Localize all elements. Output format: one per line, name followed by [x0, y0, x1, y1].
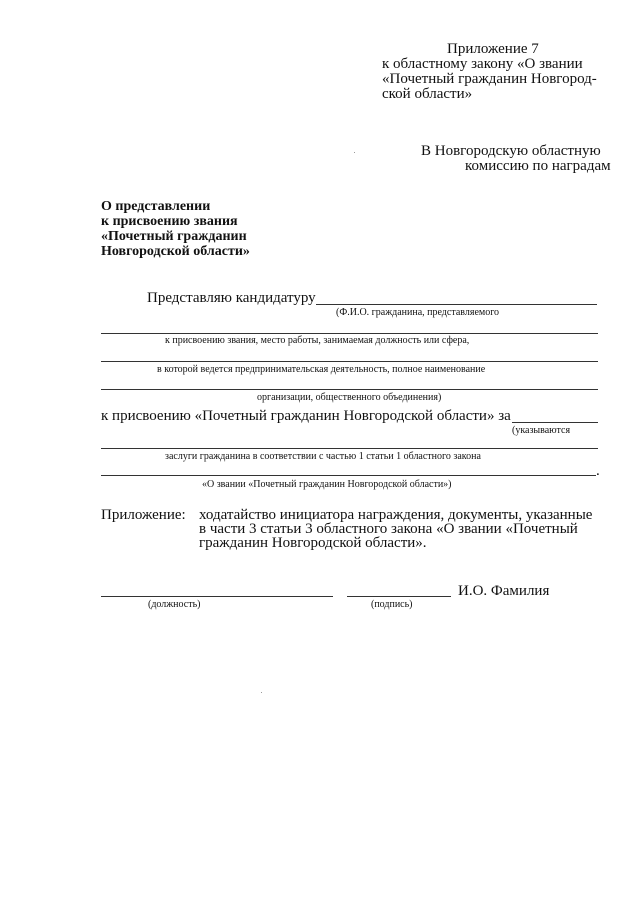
scan-speck [354, 152, 355, 153]
signature-hint: (подпись) [371, 599, 413, 610]
attachment-text-line-3: гражданин Новгородской области». [199, 535, 427, 551]
merits-hint-1: (указываются [512, 425, 571, 436]
attachment-text-line-2: в части 3 статьи 3 областного закона «О звании «Почетный [199, 521, 578, 537]
appendix-region-line: ской области» [382, 86, 473, 102]
candidate-hint-4: организации, общественного объединения) [257, 392, 442, 403]
candidate-hint-1: (Ф.И.О. гражданина, представляемого [336, 307, 500, 318]
candidate-name-field-line [316, 304, 597, 305]
position-field-line [101, 596, 333, 597]
appendix-law-line: к областному закону «О звании [382, 56, 583, 72]
subject-line-2: к присвоению звания [101, 214, 238, 229]
signatory-name: И.О. Фамилия [458, 583, 550, 599]
candidate-hint-3: в которой ведется предпринимательская деятельность, полное наименование [157, 364, 486, 375]
merits-field-line-3 [101, 475, 596, 476]
subject-line-1: О представлении [101, 199, 211, 214]
subject-line-3: «Почетный гражданин [101, 229, 247, 244]
candidate-label: Представляю кандидатуру [147, 290, 316, 306]
subject-line-4: Новгородской области» [101, 244, 250, 259]
merits-field-line-2 [101, 448, 598, 449]
scan-speck [261, 692, 262, 693]
signature-field-line [347, 596, 451, 597]
merits-hint-2: заслуги гражданина в соответствии с частью 1 статьи 1 областного закона [165, 451, 481, 462]
attachment-label: Приложение: [101, 507, 186, 523]
appendix-title-line: «Почетный гражданин Новгород- [382, 71, 597, 87]
merits-field-line-1 [512, 422, 598, 423]
appendix-number: Приложение 7 [447, 41, 539, 57]
candidate-field-line-4 [101, 389, 598, 390]
merits-trailing-period: . [596, 463, 600, 479]
merits-hint-3: «О звании «Почетный гражданин Новгородской области») [202, 479, 452, 490]
award-line: к присвоению «Почетный гражданин Новгородской области» за [101, 408, 511, 424]
addressee-line-2: комиссию по наградам [465, 158, 611, 174]
position-hint: (должность) [148, 599, 201, 610]
candidate-field-line-3 [101, 361, 598, 362]
candidate-hint-2: к присвоению звания, место работы, занимаемая должность или сфера, [165, 335, 470, 346]
candidate-field-line-2 [101, 333, 598, 334]
addressee-line-1: В Новгородскую областную [421, 143, 601, 159]
attachment-text-line-1: ходатайство инициатора награждения, документы, указанные [199, 507, 593, 523]
